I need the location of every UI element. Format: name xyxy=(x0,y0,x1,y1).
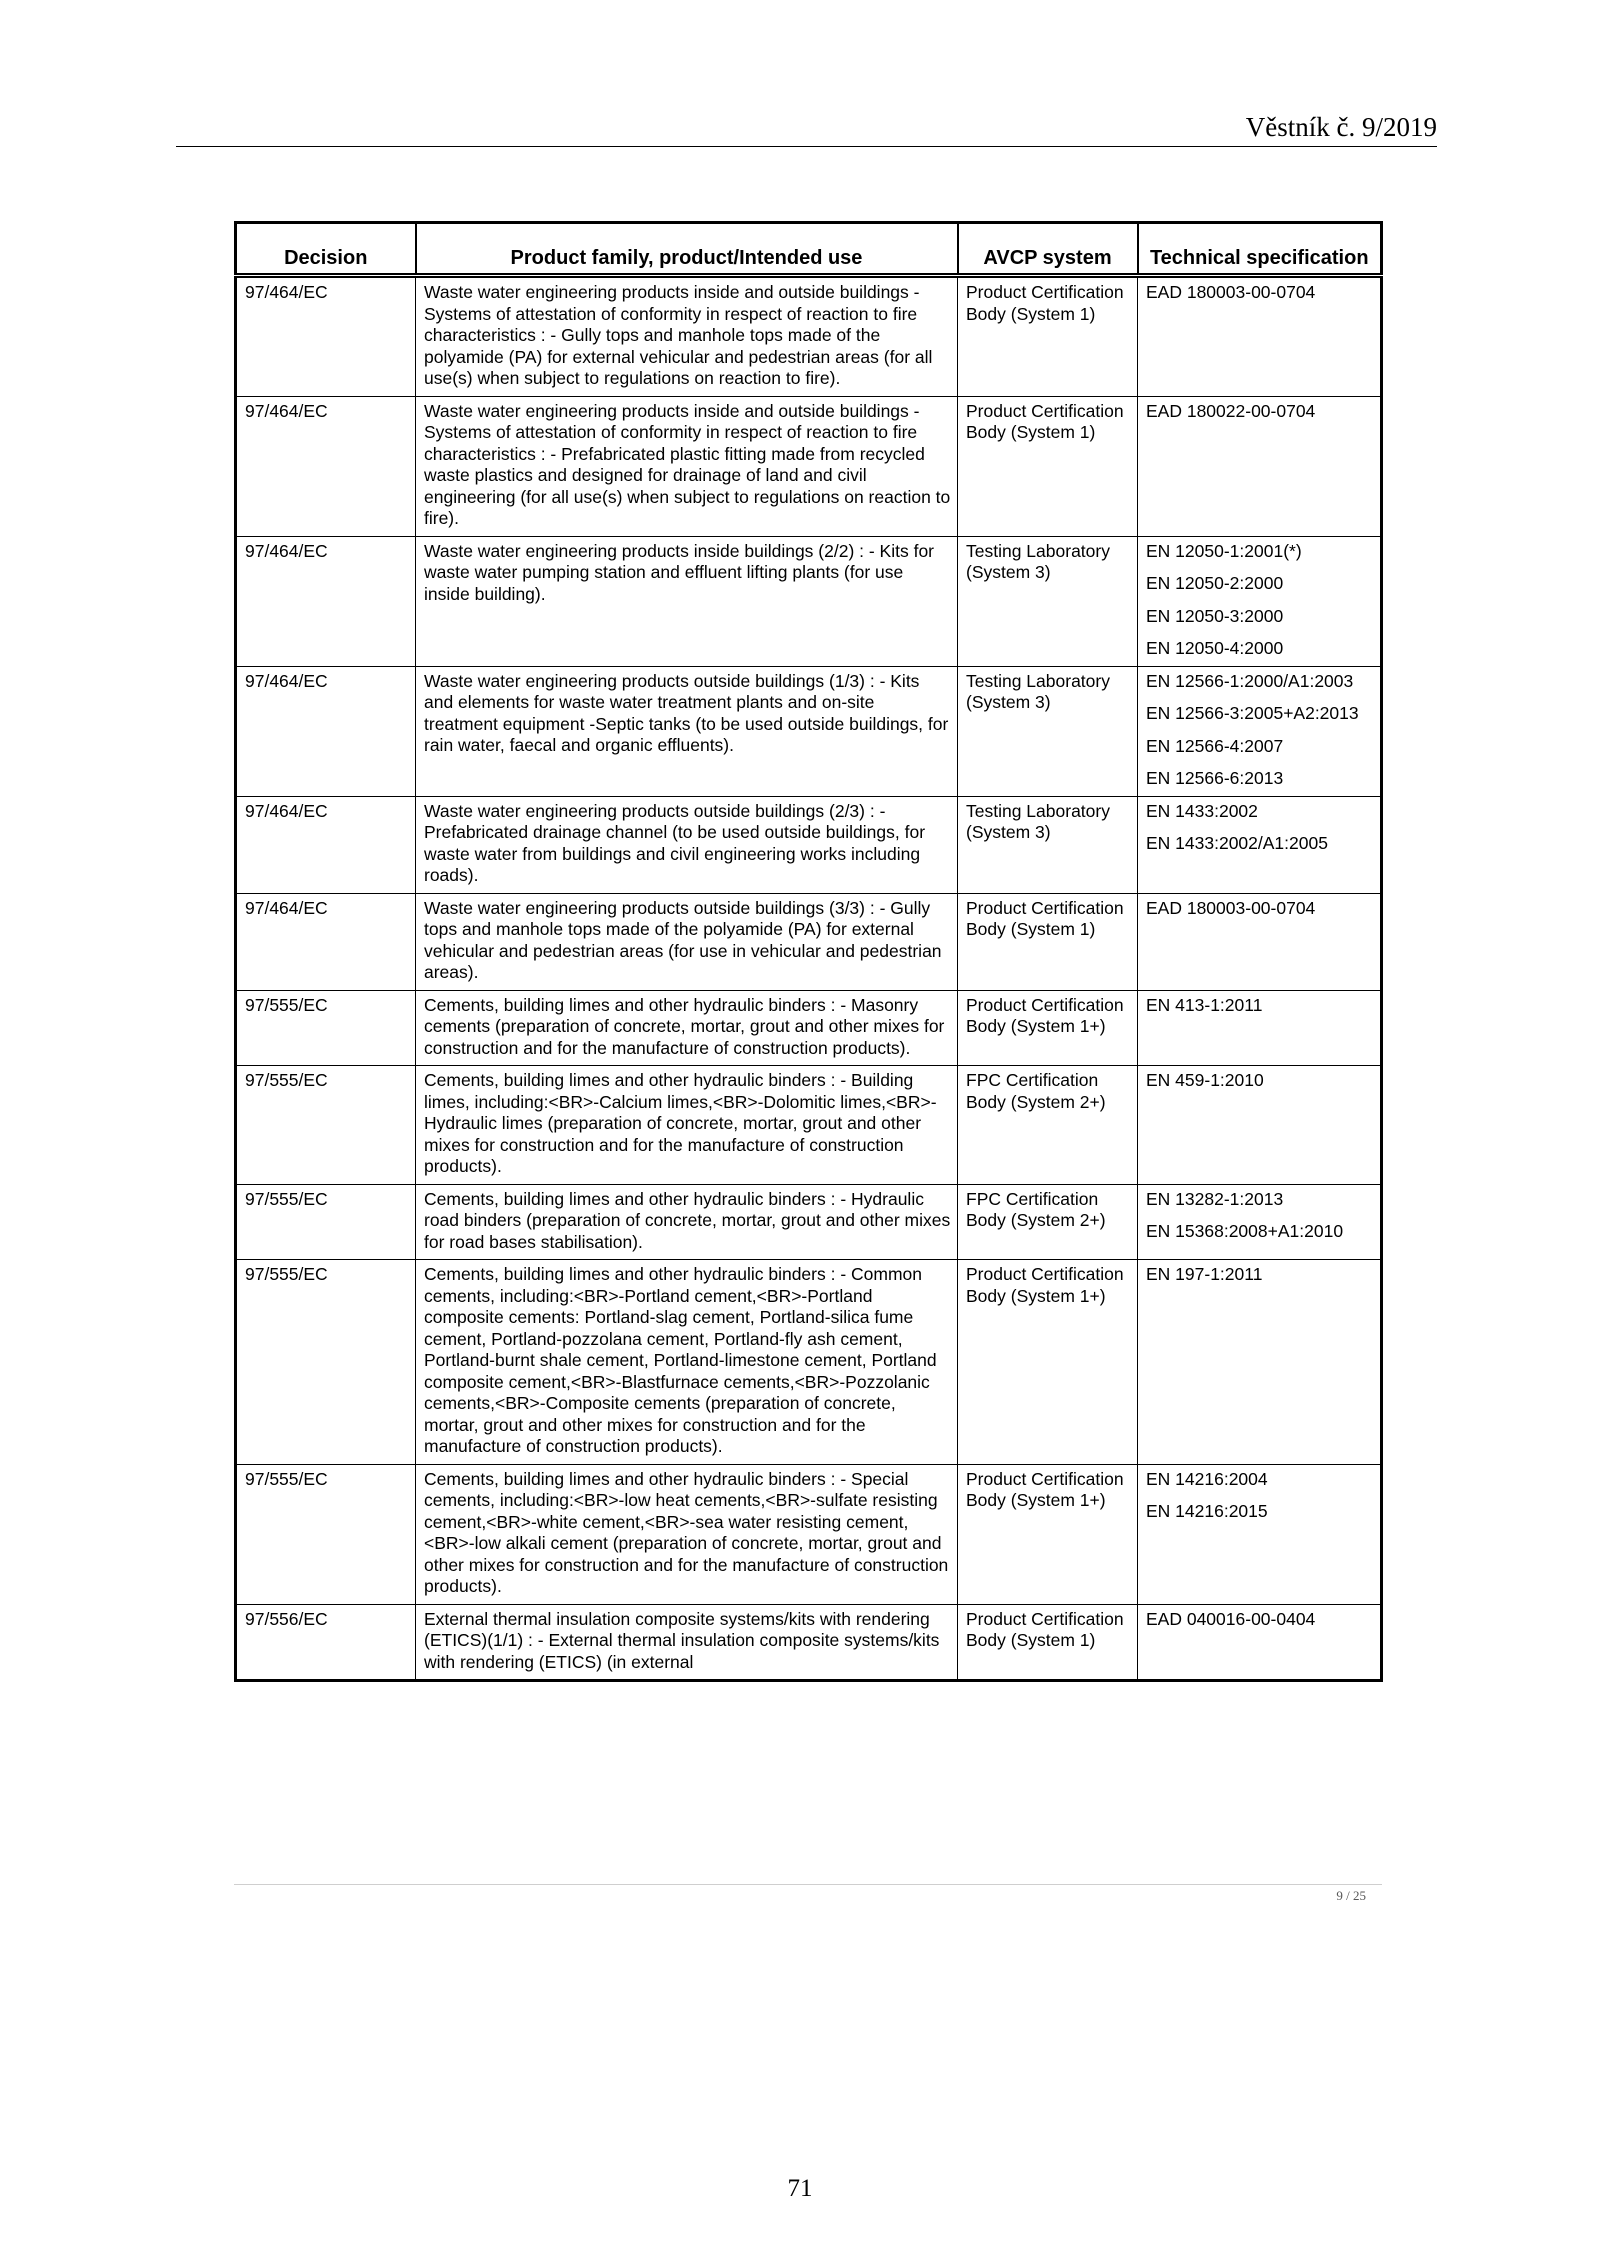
table-row xyxy=(236,1260,1382,1465)
avcp-cell: Product Certification Body (System 1+) xyxy=(958,990,1138,1066)
decision-cell: 97/555/EC xyxy=(236,1066,416,1185)
specification-cell xyxy=(1138,990,1382,1066)
avcp-cell: Product Certification Body (System 1) xyxy=(958,893,1138,990)
product-cell: Cements, building limes and other hydraulic binders : - Building limes, including:<BR>-Calcium limes,<BR>-Dolomitic limes,<BR>-Hydraulic limes (preparation of concrete, mortar, grout and other mixes for construction and for the manufacture of construction products). xyxy=(416,1066,958,1185)
page-number: 71 xyxy=(787,2175,813,2202)
avcp-cell: FPC Certification Body (System 2+) xyxy=(958,1184,1138,1260)
product-cell: External thermal insulation composite systems/kits with rendering (ETICS)(1/1) : - External thermal insulation composite systems/kits with rendering (ETICS) (in external xyxy=(416,1604,958,1681)
certification-table xyxy=(234,221,1383,1682)
product-cell: Cements, building limes and other hydraulic binders : - Hydraulic road binders (preparation of concrete, mortar, grout and other mixes for road bases stabilisation). xyxy=(416,1184,958,1260)
decision-cell: 97/464/EC xyxy=(236,893,416,990)
specification-cell xyxy=(1138,1604,1382,1681)
specification-cell xyxy=(1138,276,1382,397)
product-cell: Cements, building limes and other hydraulic binders : - Special cements, including:<BR>-low heat cements,<BR>-sulfate resisting cement,<BR>-white cement,<BR>-sea water resisting cement,<BR>-low alkali cement (preparation of concrete, mortar, grout and other mixes for construction and for the manufacture of construction products). xyxy=(416,1464,958,1604)
product-cell: Cements, building limes and other hydraulic binders : - Masonry cements (preparation of concrete, mortar, grout and other mixes for construction and for the manufacture of construction products). xyxy=(416,990,958,1066)
decision-cell: 97/464/EC xyxy=(236,796,416,893)
table-header-row xyxy=(236,223,1382,276)
decision-cell: 97/555/EC xyxy=(236,1260,416,1465)
avcp-cell: Product Certification Body (System 1+) xyxy=(958,1260,1138,1465)
column-header-decision: Decision xyxy=(236,223,416,276)
specification-item: EN 12566-1:2000/A1:2003 xyxy=(1146,670,1354,691)
decision-cell: 97/464/EC xyxy=(236,666,416,796)
column-header-specification: Technical specification xyxy=(1138,223,1382,276)
specification-item: EN 15368:2008+A1:2010 xyxy=(1146,1221,1344,1241)
avcp-cell: Testing Laboratory (System 3) xyxy=(958,666,1138,796)
avcp-cell: Testing Laboratory (System 3) xyxy=(958,796,1138,893)
specification-item: EAD 040016-00-0404 xyxy=(1146,1608,1316,1629)
page-of-indicator: 9 / 25 xyxy=(1336,1888,1366,1903)
table-row xyxy=(236,666,1382,796)
specification-item: EN 459-1:2010 xyxy=(1146,1070,1264,1090)
table-row xyxy=(236,1066,1382,1185)
table-row xyxy=(236,990,1382,1066)
specification-item: EN 14216:2015 xyxy=(1146,1501,1268,1521)
product-cell: Waste water engineering products inside and outside buildings - Systems of attestation of conformity in respect of reaction to fire characteristics : - Prefabricated plastic fitting made from recycled waste plastics and designed for drainage of land and civil engineering (for all use(s) when subject to regulations on reaction to fire). xyxy=(416,396,958,536)
decision-cell: 97/464/EC xyxy=(236,276,416,397)
specification-cell xyxy=(1138,1464,1382,1604)
avcp-cell: FPC Certification Body (System 2+) xyxy=(958,1066,1138,1185)
header-divider xyxy=(176,146,1437,147)
specification-cell xyxy=(1138,536,1382,666)
table-row xyxy=(236,1184,1382,1260)
specification-item: EN 12050-2:2000 xyxy=(1146,573,1284,593)
avcp-cell: Product Certification Body (System 1) xyxy=(958,276,1138,397)
specification-item: EN 14216:2004 xyxy=(1146,1468,1268,1489)
specification-cell xyxy=(1138,396,1382,536)
journal-title: Věstník č. 9/2019 xyxy=(1245,112,1437,142)
decision-cell: 97/464/EC xyxy=(236,396,416,536)
specification-item: EN 12050-4:2000 xyxy=(1146,638,1284,658)
table-row xyxy=(236,1604,1382,1681)
column-header-product: Product family, product/Intended use xyxy=(416,223,958,276)
decision-cell: 97/555/EC xyxy=(236,990,416,1066)
product-cell: Waste water engineering products inside buildings (2/2) : - Kits for waste water pumping station and effluent lifting plants (for use inside building). xyxy=(416,536,958,666)
specification-item: EN 12566-3:2005+A2:2013 xyxy=(1146,703,1359,723)
product-cell: Waste water engineering products inside and outside buildings - Systems of attestation of conformity in respect of reaction to fire characteristics : - Gully tops and manhole tops made of the polyamide (PA) for external vehicular and pedestrian areas (for all use(s) when subject to regulations on reaction to fire). xyxy=(416,276,958,397)
avcp-cell: Testing Laboratory (System 3) xyxy=(958,536,1138,666)
specification-item: EAD 180022-00-0704 xyxy=(1146,400,1316,421)
column-header-avcp: AVCP system xyxy=(958,223,1138,276)
specification-item: EN 1433:2002 xyxy=(1146,800,1258,821)
avcp-cell: Product Certification Body (System 1) xyxy=(958,396,1138,536)
avcp-cell: Product Certification Body (System 1) xyxy=(958,1604,1138,1681)
table-row xyxy=(236,396,1382,536)
avcp-cell: Product Certification Body (System 1+) xyxy=(958,1464,1138,1604)
specification-cell xyxy=(1138,893,1382,990)
decision-cell: 97/556/EC xyxy=(236,1604,416,1681)
specification-cell xyxy=(1138,1184,1382,1260)
product-cell: Waste water engineering products outside buildings (2/3) : - Prefabricated drainage channel (to be used outside buildings, for waste water from buildings and civil engineering works including roads). xyxy=(416,796,958,893)
specification-cell xyxy=(1138,1066,1382,1185)
specification-cell xyxy=(1138,796,1382,893)
product-cell: Waste water engineering products outside buildings (3/3) : - Gully tops and manhole tops made of the polyamide (PA) for external vehicular and pedestrian areas (for use in vehicular and pedestrian areas). xyxy=(416,893,958,990)
certification-table-container xyxy=(234,221,1380,1682)
specification-item: EN 12050-3:2000 xyxy=(1146,605,1284,626)
table-row xyxy=(236,796,1382,893)
specification-item: EAD 180003-00-0704 xyxy=(1146,282,1316,302)
table-body xyxy=(236,276,1382,1681)
table-row xyxy=(236,893,1382,990)
decision-cell: 97/464/EC xyxy=(236,536,416,666)
decision-cell: 97/555/EC xyxy=(236,1464,416,1604)
table-row xyxy=(236,276,1382,397)
footer-divider xyxy=(234,1884,1382,1885)
specification-item: EN 13282-1:2013 xyxy=(1146,1188,1284,1209)
table-row xyxy=(236,1464,1382,1604)
specification-item: EN 12566-4:2007 xyxy=(1146,735,1284,756)
table-row xyxy=(236,536,1382,666)
product-cell: Waste water engineering products outside buildings (1/3) : - Kits and elements for waste water treatment plants and on-site treatment equipment -Septic tanks (to be used outside buildings, for rain water, faecal and organic effluents). xyxy=(416,666,958,796)
specification-item: EN 197-1:2011 xyxy=(1146,1264,1263,1284)
specification-item: EN 413-1:2011 xyxy=(1146,994,1263,1015)
specification-item: EN 1433:2002/A1:2005 xyxy=(1146,833,1328,853)
specification-item: EAD 180003-00-0704 xyxy=(1146,897,1316,918)
specification-item: EN 12566-6:2013 xyxy=(1146,768,1284,788)
decision-cell: 97/555/EC xyxy=(236,1184,416,1260)
product-cell: Cements, building limes and other hydraulic binders : - Common cements, including:<BR>-Portland cement,<BR>-Portland composite cements: Portland-slag cement, Portland-silica fume cement, Portland-pozzolana cement, Portland-fly ash cement, Portland-burnt shale cement, Portland-limestone cement, Portland composite cement,<BR>-Blastfurnace cements,<BR>-Pozzolanic cements,<BR>-Composite cements (preparation of concrete, mortar, grout and other mixes for construction and for the manufacture of construction products). xyxy=(416,1260,958,1465)
specification-cell xyxy=(1138,666,1382,796)
specification-item: EN 12050-1:2001(*) xyxy=(1146,540,1302,561)
specification-cell xyxy=(1138,1260,1382,1465)
